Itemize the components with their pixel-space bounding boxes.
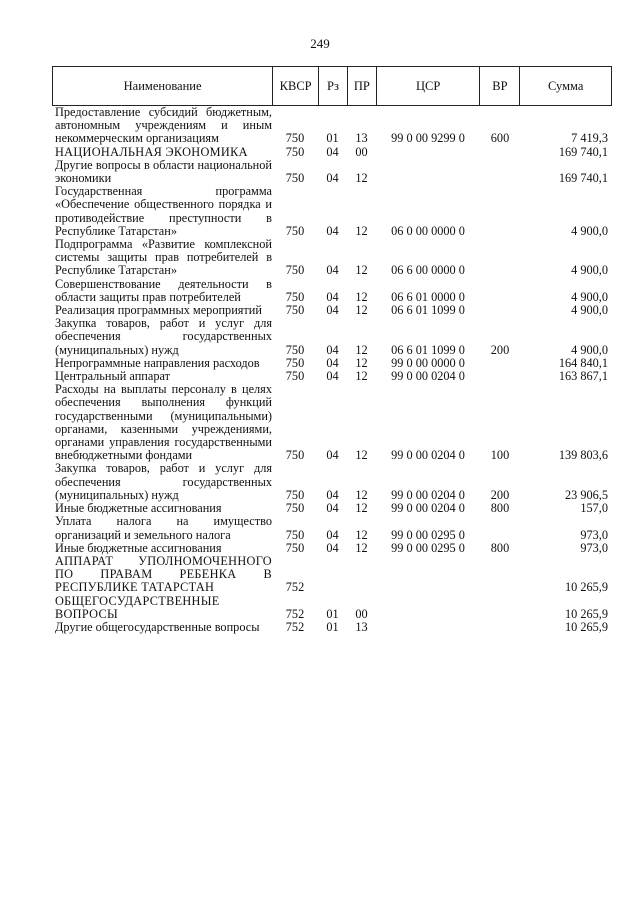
cell-sum: 10 265,9: [564, 619, 608, 634]
table-row: [52, 238, 612, 278]
table-row: [52, 278, 612, 304]
cell-vr: [480, 278, 520, 304]
cell-sum: 4 900,0: [571, 223, 608, 238]
cell-name: Другие общегосударственные вопросы: [55, 619, 260, 634]
cell-vr: [480, 515, 520, 541]
cell-kvsr: 750: [285, 303, 305, 318]
cell-vr: [480, 370, 520, 383]
cell-sum: 973,0: [580, 527, 608, 542]
header-vr: ВР: [479, 67, 519, 105]
cell-vr: 200: [490, 342, 510, 357]
cell-kvsr: 750: [285, 263, 305, 278]
table-row: [52, 146, 612, 159]
cell-pr: 12: [355, 263, 368, 278]
cell-rz: 04: [326, 171, 339, 186]
cell-rz: 04: [326, 289, 339, 304]
cell-csr: 06 6 01 1099 0: [391, 303, 465, 318]
cell-vr: [480, 595, 520, 621]
cell-name: Непрограммные направления расходов: [55, 355, 260, 370]
cell-csr: [376, 555, 480, 595]
cell-csr: 06 6 01 0000 0: [391, 289, 465, 304]
cell-sum: 4 900,0: [571, 303, 608, 318]
cell-sum: 4 900,0: [571, 289, 608, 304]
cell-pr: 13: [355, 619, 368, 634]
cell-vr: 600: [490, 131, 510, 146]
cell-sum: 10 265,9: [564, 580, 608, 595]
cell-sum: 23 906,5: [564, 487, 608, 502]
cell-pr: 12: [355, 527, 368, 542]
cell-name: Подпрограмма «Развитие комплексной системы защиты прав потребителей в Республике Татарстан»: [55, 237, 272, 278]
cell-csr: [376, 159, 480, 185]
table-row: [52, 621, 612, 634]
cell-name: Расходы на выплаты персоналу в целях обеспечения выполнения функций государственными (муниципальными) органами, казенными учреждениями, органами управления государственными внебюджетными фондами: [55, 382, 272, 463]
cell-name: Закупка товаров, работ и услуг для обеспечения государственных (муниципальных) нужд: [55, 316, 272, 357]
table-row: [52, 106, 612, 146]
table-row: [52, 515, 612, 541]
cell-csr: 99 0 00 0295 0: [391, 527, 465, 542]
cell-sum: 164 840,1: [558, 355, 608, 370]
cell-pr: 12: [355, 355, 368, 370]
cell-kvsr: 750: [285, 144, 305, 159]
header-kvsr: КВСР: [272, 67, 318, 105]
cell-rz: 04: [326, 342, 339, 357]
table-header: [52, 66, 612, 106]
cell-csr: 99 0 00 0204 0: [391, 369, 465, 384]
cell-kvsr: 750: [285, 223, 305, 238]
cell-pr: [347, 555, 376, 595]
cell-rz: [318, 555, 347, 595]
cell-csr: [376, 146, 480, 159]
cell-rz: 04: [326, 527, 339, 542]
header-sum: Сумма: [519, 67, 611, 105]
cell-csr: [376, 595, 480, 621]
cell-sum: 139 803,6: [558, 448, 608, 463]
cell-vr: [480, 185, 520, 238]
table-row: [52, 595, 612, 621]
cell-kvsr: 750: [285, 448, 305, 463]
cell-name: Предоставление субсидий бюджетным, автономным учреждениям и иным некоммерческим организациям: [55, 105, 272, 146]
cell-pr: 12: [355, 487, 368, 502]
header-rz: Рз: [318, 67, 347, 105]
cell-rz: 04: [326, 448, 339, 463]
cell-sum: 169 740,1: [558, 144, 608, 159]
cell-name: НАЦИОНАЛЬНАЯ ЭКОНОМИКА: [55, 144, 248, 159]
table-row: [52, 317, 612, 357]
cell-vr: [480, 621, 520, 634]
table-body: [52, 106, 612, 634]
cell-kvsr: 750: [285, 355, 305, 370]
cell-kvsr: 750: [285, 342, 305, 357]
cell-rz: 01: [326, 131, 339, 146]
cell-pr: 12: [355, 448, 368, 463]
cell-rz: 04: [326, 223, 339, 238]
table-row: [52, 185, 612, 238]
cell-sum: 4 900,0: [571, 342, 608, 357]
table-row: [52, 555, 612, 595]
cell-csr: 99 0 00 0204 0: [391, 501, 465, 516]
header-name: Наименование: [123, 78, 202, 93]
cell-name: Центральный аппарат: [55, 369, 170, 384]
cell-rz: 04: [326, 355, 339, 370]
cell-vr: [480, 304, 520, 317]
cell-pr: 12: [355, 540, 368, 555]
cell-vr: 800: [490, 540, 510, 555]
cell-csr: 06 0 00 0000 0: [391, 223, 465, 238]
cell-rz: 04: [326, 501, 339, 516]
cell-rz: 04: [326, 263, 339, 278]
cell-name: Иные бюджетные ассигнования: [55, 501, 222, 516]
cell-pr: 12: [355, 171, 368, 186]
cell-sum: 157,0: [580, 501, 608, 516]
cell-vr: [480, 357, 520, 370]
cell-csr: 99 0 00 0204 0: [391, 487, 465, 502]
cell-pr: 00: [355, 606, 368, 621]
cell-name: Государственная программа «Обеспечение общественного порядка и противодействие преступности в Республике Татарстан»: [55, 184, 272, 238]
cell-kvsr: 750: [285, 540, 305, 555]
cell-sum: 4 900,0: [571, 263, 608, 278]
cell-kvsr: 750: [285, 527, 305, 542]
cell-kvsr: 752: [285, 580, 305, 595]
cell-pr: 00: [355, 144, 368, 159]
cell-csr: [376, 621, 480, 634]
cell-vr: [480, 555, 520, 595]
cell-vr: [480, 159, 520, 185]
cell-vr: 200: [490, 487, 510, 502]
cell-pr: 13: [355, 131, 368, 146]
header-pr: ПР: [347, 67, 376, 105]
cell-name: Уплата налога на имущество организаций и земельного налога: [55, 514, 272, 542]
cell-vr: 100: [490, 448, 510, 463]
cell-kvsr: 750: [285, 131, 305, 146]
cell-vr: [480, 146, 520, 159]
cell-pr: 12: [355, 303, 368, 318]
cell-csr: 99 0 00 0295 0: [391, 540, 465, 555]
cell-pr: 12: [355, 223, 368, 238]
cell-csr: 06 6 01 1099 0: [391, 342, 465, 357]
page-number: 249: [310, 36, 330, 51]
cell-kvsr: 750: [285, 487, 305, 502]
cell-sum: 163 867,1: [558, 369, 608, 384]
cell-name: АППАРАТ УПОЛНОМОЧЕННОГО ПО ПРАВАМ РЕБЕНКА В РЕСПУБЛИКЕ ТАТАРСТАН: [55, 553, 272, 595]
cell-name: Иные бюджетные ассигнования: [55, 540, 222, 555]
cell-pr: 12: [355, 369, 368, 384]
table-row: [52, 542, 612, 555]
table-row: [52, 383, 612, 462]
cell-kvsr: 750: [285, 369, 305, 384]
cell-sum: 10 265,9: [564, 606, 608, 621]
cell-vr: 800: [490, 501, 510, 516]
cell-vr: [480, 238, 520, 278]
cell-csr: 99 0 00 9299 0: [391, 131, 465, 146]
cell-name: Реализация программных мероприятий: [55, 303, 262, 318]
cell-pr: 12: [355, 501, 368, 516]
cell-kvsr: 750: [285, 501, 305, 516]
cell-kvsr: 752: [285, 619, 305, 634]
cell-csr: 99 0 00 0000 0: [391, 355, 465, 370]
cell-csr: 06 6 00 0000 0: [391, 263, 465, 278]
cell-sum: 7 419,3: [571, 131, 608, 146]
table-row: [52, 159, 612, 185]
cell-kvsr: 750: [285, 171, 305, 186]
cell-pr: 12: [355, 342, 368, 357]
cell-sum: 973,0: [580, 540, 608, 555]
table-row: [52, 462, 612, 502]
cell-rz: 01: [326, 619, 339, 634]
header-csr: ЦСР: [376, 67, 480, 105]
cell-rz: 04: [326, 540, 339, 555]
cell-kvsr: 752: [285, 606, 305, 621]
cell-rz: 04: [326, 144, 339, 159]
cell-sum: 169 740,1: [558, 171, 608, 186]
cell-rz: 04: [326, 303, 339, 318]
cell-rz: 04: [326, 369, 339, 384]
cell-rz: 01: [326, 606, 339, 621]
cell-name: Совершенствование деятельности в области защиты прав потребителей: [55, 276, 272, 304]
cell-name: Другие вопросы в области национальной экономики: [55, 157, 272, 186]
cell-pr: 12: [355, 289, 368, 304]
cell-name: ОБЩЕГОСУДАРСТВЕННЫЕ ВОПРОСЫ: [55, 593, 220, 621]
cell-rz: 04: [326, 487, 339, 502]
cell-name: Закупка товаров, работ и услуг для обеспечения государственных (муниципальных) нужд: [55, 461, 272, 502]
cell-csr: 99 0 00 0204 0: [391, 448, 465, 463]
cell-kvsr: 750: [285, 289, 305, 304]
